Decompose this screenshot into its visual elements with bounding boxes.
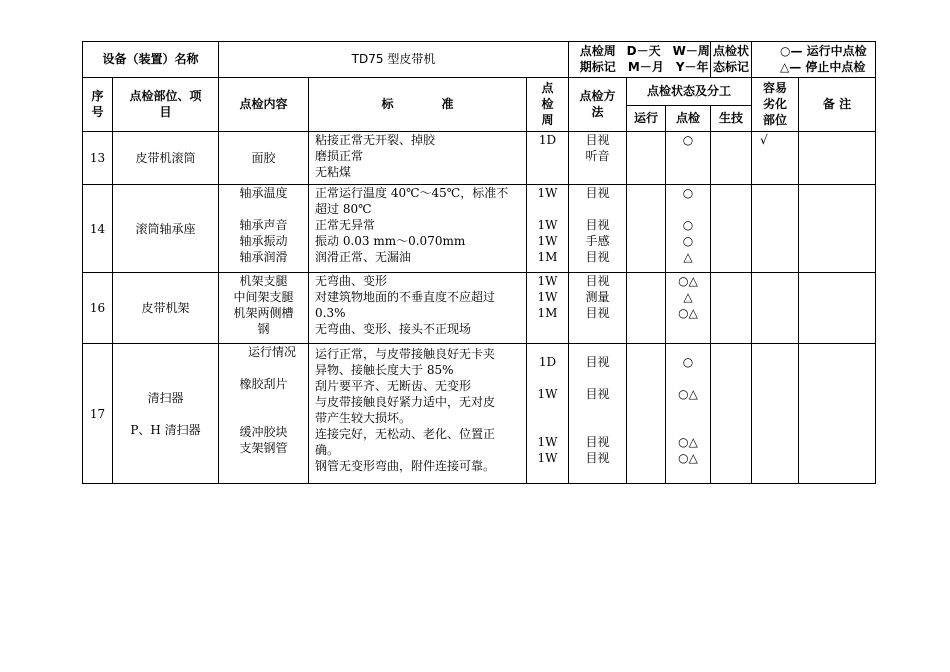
standard-line: 润滑正常、无漏油 [315,250,412,264]
inspect-mark: ○△ [678,306,698,320]
content-line: 机架支腿 [239,274,288,288]
running-cell [627,273,666,344]
period-value: 1W [537,435,558,449]
period-mark-label-1: 点检周 [579,43,616,58]
standard-line: 刮片要平齐、无断齿、无变形 [315,379,472,393]
content-line: 机架两侧槽 [233,306,294,320]
standard-line: 连接完好，无松动、老化、位置正 [315,427,496,441]
row-part: 清扫器 [147,390,184,405]
inspect-mark: △ [683,290,693,304]
standard-line: 粘接正常无开裂、掉胶 [315,133,436,147]
standard-line: 对建筑物地面的不垂直度不应超过 [315,290,496,304]
period-value: 1W [537,274,558,288]
method-value: 目视 [585,186,610,200]
standard-line: 0.3% [315,306,346,320]
content-line: 钢 [257,322,270,336]
col-content: 点检内容 [219,78,309,132]
row-part: 皮带机滚筒 [113,132,219,185]
method-value: 目视 [585,435,610,449]
method-value: 目视 [585,218,610,232]
method-value: 目视 [585,355,610,369]
row-number: 13 [83,132,113,185]
tech-cell [711,185,752,273]
col-tech: 生技 [711,106,752,132]
row-number: 17 [83,344,113,484]
period-value: 1W [537,234,558,248]
inspect-mark: ○ [682,186,694,200]
col-no-1: 序 [91,88,104,103]
standard-line: 无弯曲、变形、接头不正现场 [315,322,472,336]
content-line: 中间架支腿 [233,290,294,304]
content-line: 橡胶刮片 [239,377,288,391]
standard-line: 超过 80℃ [315,202,372,216]
col-deteriorate-3: 部位 [762,112,787,127]
content-line: 轴承声音 [239,218,288,232]
col-period-2: 检 [541,96,554,111]
standard-line: 无粘煤 [315,165,352,179]
method-value: 目视 [585,306,610,320]
content-line: 支架钢管 [239,441,288,455]
col-method-1: 点检方 [579,88,616,103]
period-value: 1W [537,451,558,465]
row-content: 面胶 [219,132,309,185]
content-line: 轴承润滑 [239,250,288,264]
remark-cell [799,273,876,344]
standard-line: 振动 0.03 mm～0.070mm [315,234,466,248]
content-line: 轴承振动 [239,234,288,248]
remark-cell [799,185,876,273]
running-cell [627,185,666,273]
method-value: 目视 [585,274,610,288]
row-number: 14 [83,185,113,273]
col-standard: 标 准 [309,78,527,132]
col-deteriorate-2: 劣化 [762,96,787,111]
inspection-standard-table [82,41,876,484]
period-mark-values-2: M－月 Y－年 [627,59,709,74]
tech-cell [711,344,752,484]
inspect-mark: ○△ [678,274,698,288]
period-mark-values-1: D－天 W－周 [626,43,710,58]
running-cell [627,344,666,484]
inspect-mark: ○△ [678,451,698,465]
header-row-equipment [83,42,876,78]
standard-line: 无弯曲、变形 [315,274,388,288]
method-value: 目视 [585,250,610,264]
period-value: 1M [537,250,558,264]
inspect-mark: ○ [682,218,694,232]
deteriorate-cell [752,273,799,344]
content-line: 运行情况 [247,345,296,359]
table-row [83,185,876,273]
method-value: 目视 [585,451,610,465]
col-period-3: 周 [541,112,554,127]
col-period-1: 点 [541,80,554,95]
row-part: 皮带机架 [113,273,219,344]
row-number: 16 [83,273,113,344]
row-part: P、H 清扫器 [130,422,201,437]
standard-line: 磨损正常 [315,149,364,163]
deteriorate-check-icon: √ [760,133,768,147]
row-part: 滚筒轴承座 [113,185,219,273]
standard-line: 带产生较大损坏。 [315,411,412,425]
method-value: 听音 [585,149,610,163]
inspect-mark: ○ [682,133,694,147]
inspect-mark: ○ [682,234,694,248]
inspect-mark: ○△ [678,387,698,401]
col-part-1: 点检部位、项 [129,88,202,103]
state-mark-label-1: 点检状 [712,43,749,58]
standard-line: 异物、接触长度大于 85% [315,363,454,377]
remark-cell [799,344,876,484]
standard-line: 与皮带接触良好紧力适中，无对皮 [315,395,496,409]
period-value: 1M [537,306,558,320]
period-value: 1D [538,355,557,369]
col-part-2: 目 [159,104,172,119]
deteriorate-cell [752,185,799,273]
period-value: 1W [537,290,558,304]
remark-cell [799,132,876,185]
col-state-group: 点检状态及分工 [627,78,752,106]
standard-line: 正常运行温度 40℃～45℃，标准不 [315,186,509,200]
col-inspect: 点检 [666,106,711,132]
running-cell [627,132,666,185]
method-value: 测量 [585,290,610,304]
content-line: 轴承温度 [239,186,288,200]
inspect-mark: ○△ [678,435,698,449]
standard-line: 正常无异常 [315,218,376,232]
table-row [83,344,876,484]
standard-line: 确。 [315,443,340,457]
col-remark: 备 注 [799,78,876,132]
legend-stopped-inspection: △— 停止中点检 [780,59,866,74]
tech-cell [711,132,752,185]
inspect-mark: ○ [682,355,694,369]
legend-running-inspection: ○— 运行中点检 [780,43,867,58]
method-value: 手感 [585,234,610,248]
method-value: 目视 [585,387,610,401]
col-deteriorate-1: 容易 [762,80,787,95]
standard-line: 运行正常，与皮带接触良好无卡夹 [315,347,496,361]
col-no-2: 号 [91,104,104,119]
period-mark-label-2: 期标记 [579,59,616,74]
header-row-columns [83,78,876,106]
table-row [83,132,876,185]
content-line: 缓冲胶块 [239,425,288,439]
tech-cell [711,273,752,344]
deteriorate-cell [752,344,799,484]
equipment-name-label: 设备（装置）名称 [83,42,219,78]
table-row [83,273,876,344]
state-mark-label-2: 态标记 [712,59,749,74]
col-method-2: 法 [591,104,604,119]
period-value: 1W [537,186,558,200]
period-value: 1W [537,387,558,401]
standard-line: 钢管无变形弯曲，附件连接可靠。 [315,459,496,473]
inspect-mark: △ [683,250,693,264]
method-value: 目视 [585,133,610,147]
period-value: 1W [537,218,558,232]
period-value: 1D [538,133,557,147]
col-running: 运行 [627,106,666,132]
equipment-name-value: TD75 型皮带机 [219,42,569,78]
